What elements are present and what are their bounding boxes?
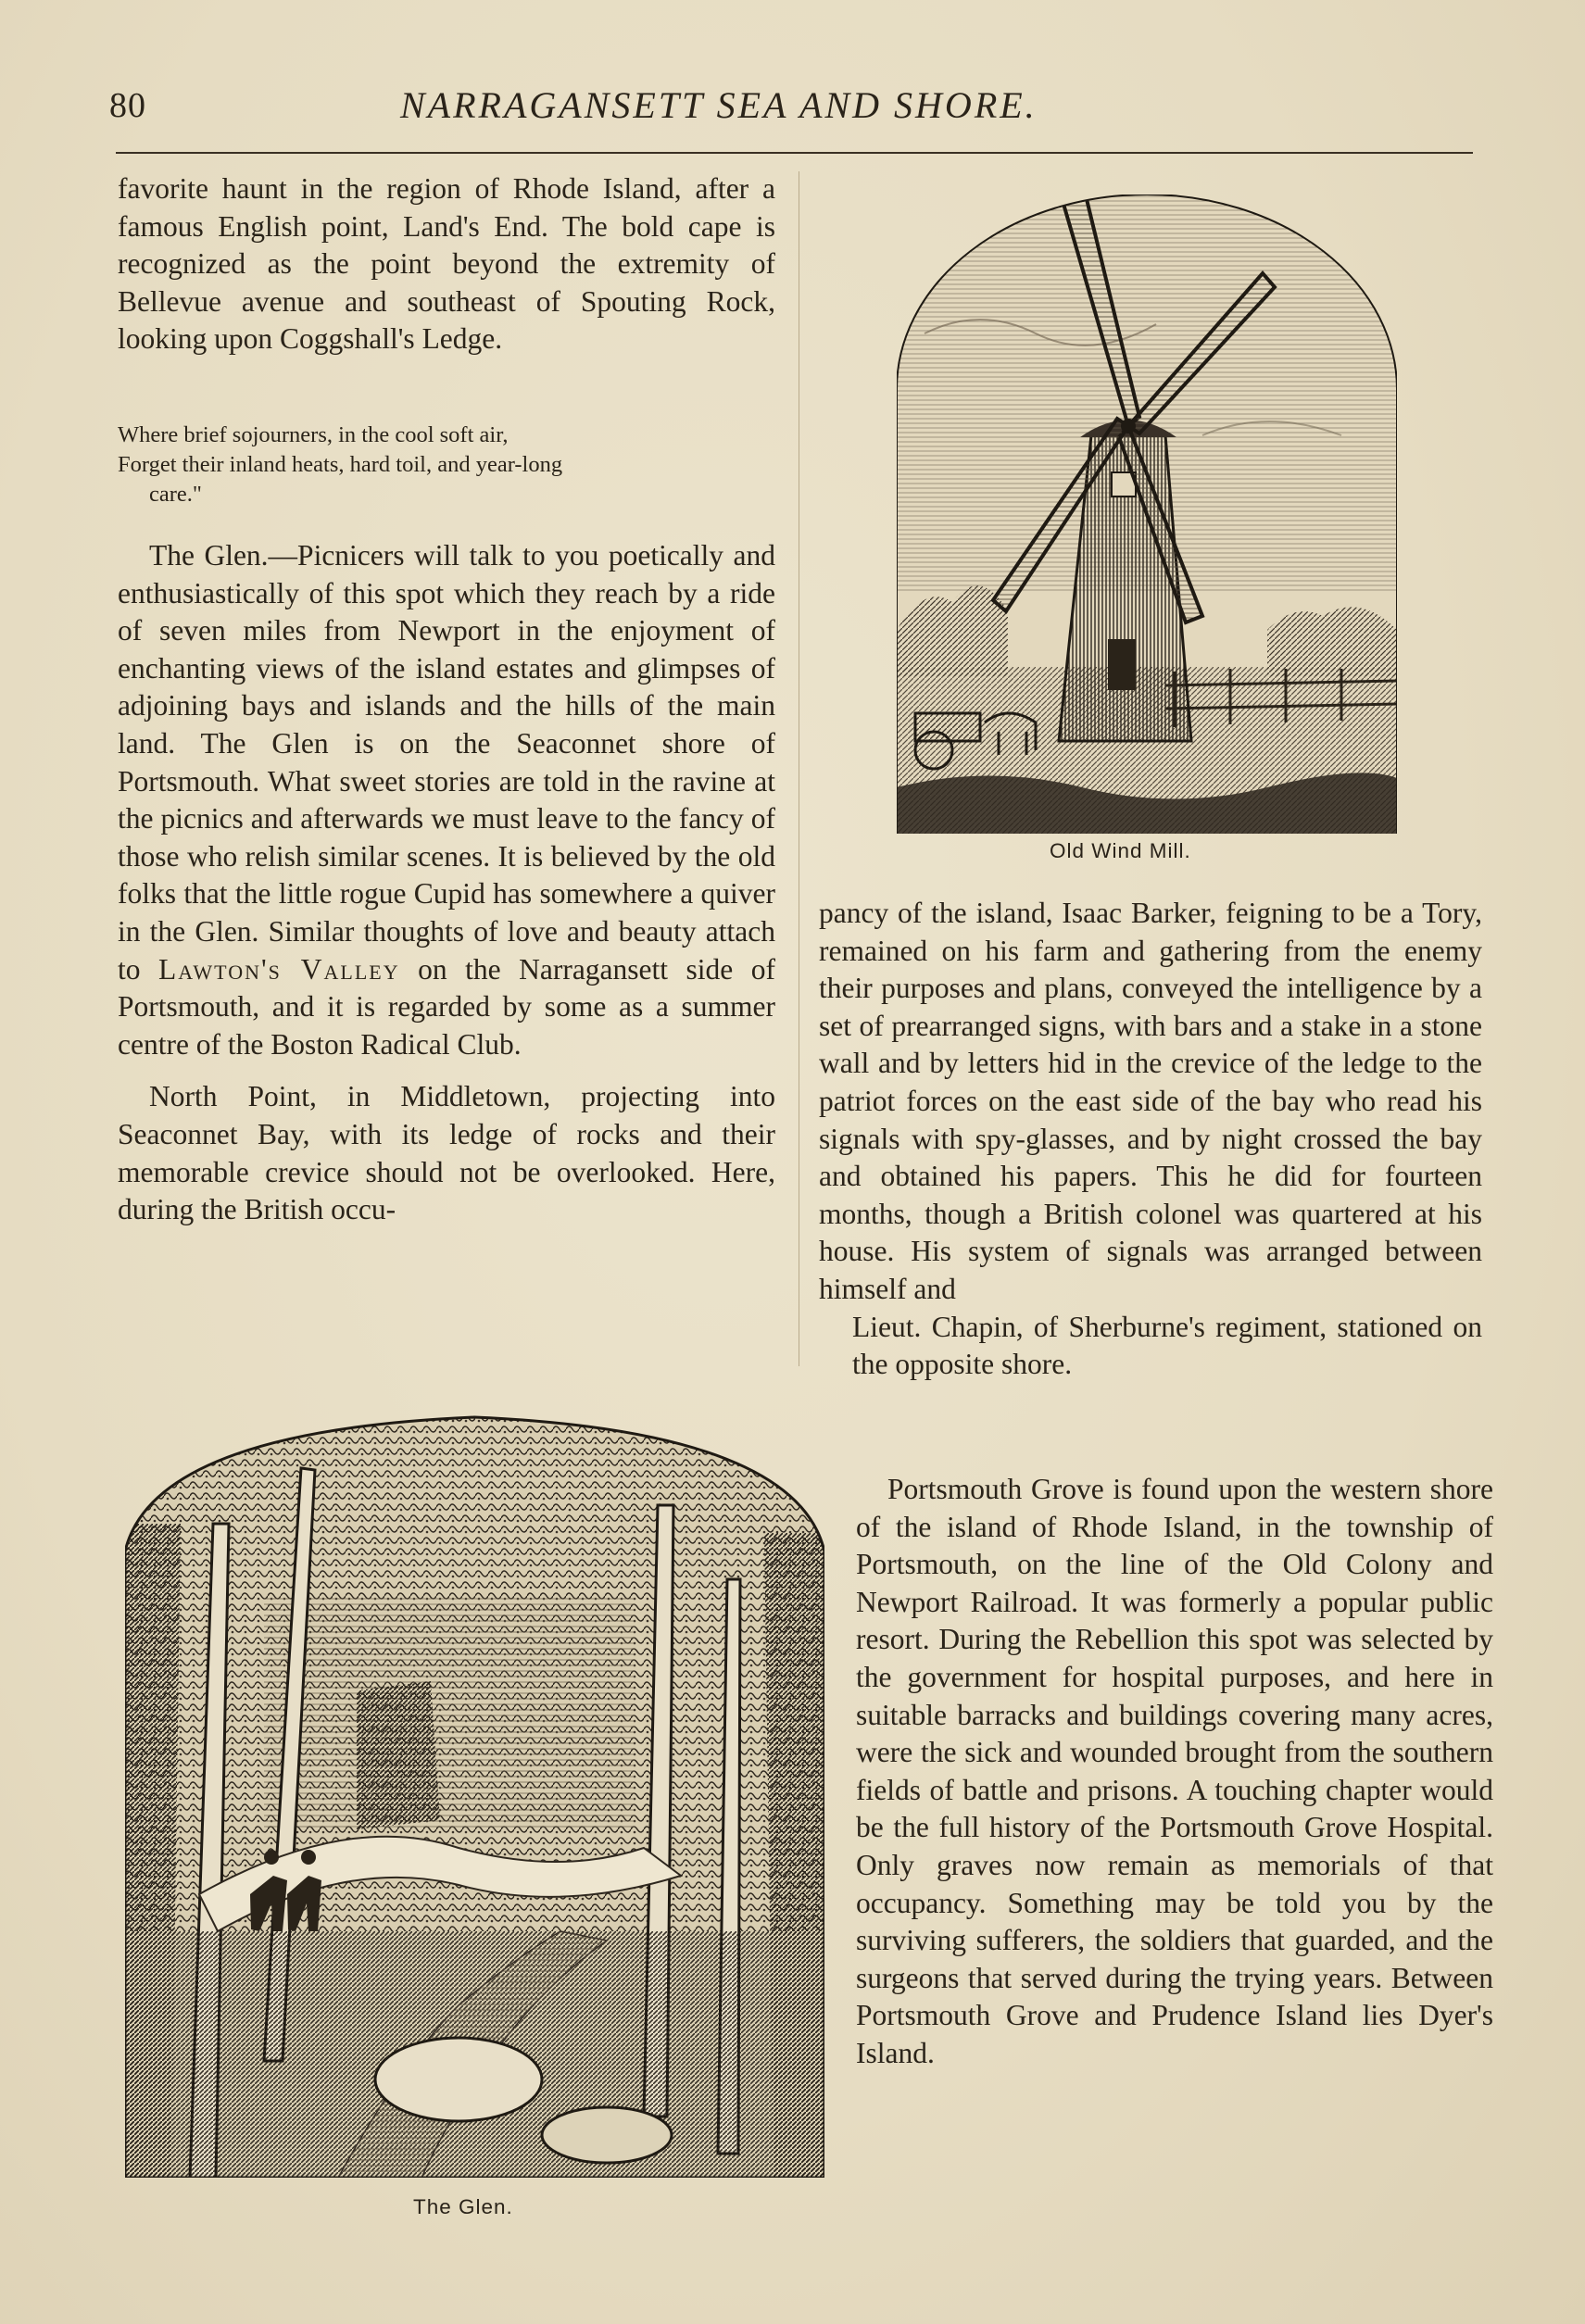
paragraph-isaac-barker: pancy of the island, Isaac Barker, feigning to be a Tory, remained on his farm and gathering from the enemy their purposes and plans, conveyed the intelligence by a set of prearranged signs, with bars and a stake in a stone wall and by letters hid in the crevice of the ledge to the patriot forces on the east side of the bay who read his signals with spy-glasses, and by night crossed the bay and obtained his papers. This he did for fourteen months, though a British colonel was quartered at his house. His system of signals was arranged between himself and <box>819 897 1482 1305</box>
glen-text-before: The Glen.—Picnicers will talk to you poetically and enthusiastically of this spot which they reach by a ride of seven miles from Newport in the enjoyment of enchanting views of the island estates and glimpses of adjoining bays and islands and the hills of the main land. The Glen is on the Seaconnet shore of Portsmouth. What sweet stories are told in the ravine at the picnics and afterwards we must leave to the fancy of those who relish similar scenes. It is believed by the old folks that the little rogue Cupid has somewhere a quiver in the Glen. Similar thoughts of love and beauty attach to <box>118 539 775 986</box>
quote-line: care." <box>149 482 202 507</box>
windmill-illustration-svg <box>897 195 1397 834</box>
windmill-engraving <box>897 195 1397 834</box>
paragraph-north-point: North Point, in Middletown, projecting into Seaconnet Bay, with its ledge of rocks and their memorable crevice should not be overlooked. Here, during the British occu- <box>118 1080 775 1226</box>
glen-engraving <box>125 1413 824 2178</box>
lawtons-valley: Lawton's Valley <box>158 952 400 986</box>
page-number: 80 <box>109 86 146 125</box>
quote-line: Forget their inland heats, hard toil, and year-long <box>118 452 563 477</box>
running-title: NARRAGANSETT SEA AND SHORE. <box>400 84 1038 126</box>
left-column-top <box>118 170 775 358</box>
glen-caption: The Glen. <box>413 2195 513 2218</box>
right-column-top <box>819 895 1482 1384</box>
paragraph-the-glen <box>118 537 775 1063</box>
header-rule <box>116 152 1473 154</box>
right-column-bottom <box>856 1471 1493 2073</box>
paragraph-lands-end: favorite haunt in the region of Rhode Island, after a famous English point, Land's End. The bold cape is recognized as the point beyond the extremity of Bellevue avenue and southeast of Spouting Rock, looking upon Coggshall's Ledge. <box>118 172 775 356</box>
windmill-caption: Old Wind Mill. <box>1050 839 1191 862</box>
poem-quote <box>118 421 775 509</box>
glen-text-after: on the Narragansett side of Portsmouth, and it is regarded by some as a summer centre of the Boston Radical Club. <box>118 952 775 1061</box>
glen-illustration-svg <box>125 1413 824 2178</box>
paragraph-isaac-barker-end: Lieut. Chapin, of Sherburne's regiment, stationed on the opposite shore. <box>852 1310 1482 1381</box>
quote-line: Where brief sojourners, in the cool soft air, <box>118 422 509 447</box>
left-column-body <box>118 537 775 1229</box>
paragraph-portsmouth-grove: Portsmouth Grove is found upon the western shore of the island of Rhode Island, in the township of Portsmouth, on the line of the Old Colony and Newport Railroad. It was formerly a popular public resort. During the Rebellion this spot was selected by the government for hospital purposes, and here in suitable barracks and buildings covering many acres, were the sick and wounded brought from the southern fields of battle and prisons. A touching chapter would be the full history of the Portsmouth Grove Hospital. Only graves now remain as memorials of that occupancy. Something may be told you by the surviving sufferers, the soldiers that guarded, and the surgeons that served during the trying years. Between Portsmouth Grove and Prudence Island lies Dyer's Island. <box>856 1473 1493 2069</box>
